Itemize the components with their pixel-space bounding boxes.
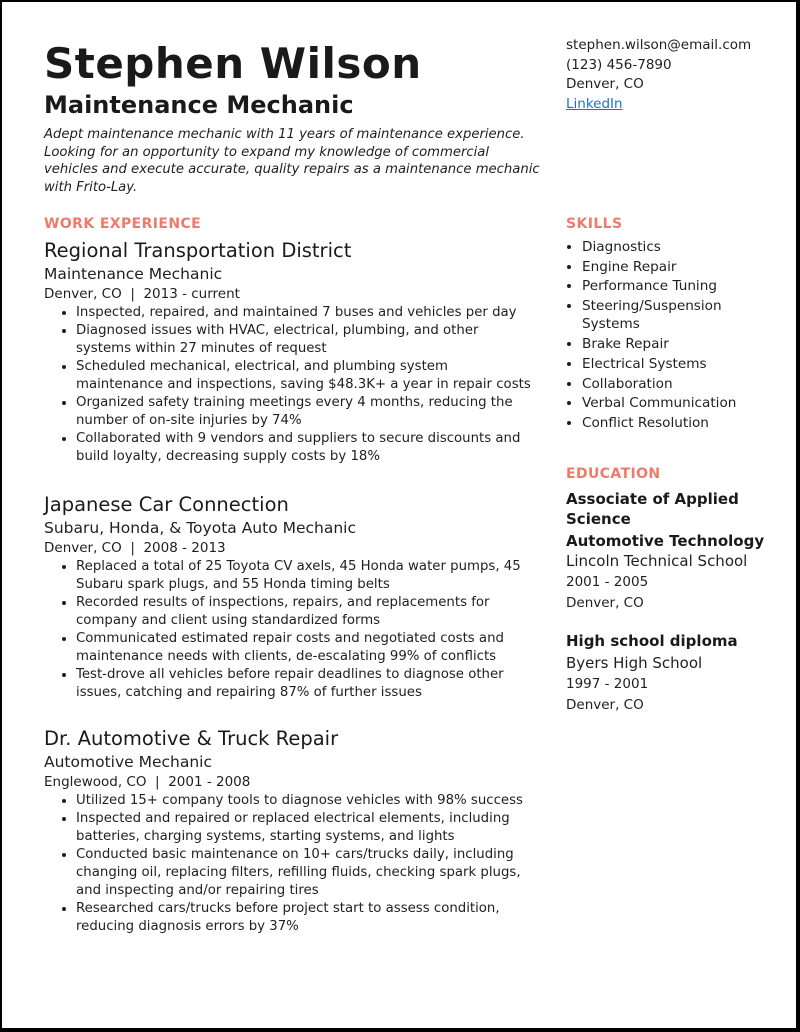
skill-item: • Collaboration xyxy=(582,375,776,395)
school-name: Byers High School xyxy=(566,654,703,672)
bullet: • Communicated estimated repair costs and negotiated costs and maintenance needs with clients, de-escalating 99% of conflicts xyxy=(76,630,534,666)
skill-item: • Brake Repair xyxy=(582,335,776,355)
education-years: 1997 - 2001 xyxy=(566,676,649,692)
education-entry xyxy=(566,631,786,716)
contact-phone: (123) 456-7890 xyxy=(566,56,672,73)
bullet: • Conducted basic maintenance on 10+ cars/trucks daily, including changing oil, replacing filters, refilling fluids, checking spark plugs, and inspecting and/or repairing tires xyxy=(76,846,534,900)
contact-email: stephen.wilson@email.com xyxy=(566,37,752,53)
bullet: • Diagnosed issues with HVAC, electrical, plumbing, and other systems within 27 minutes of request xyxy=(76,322,534,358)
degree: Associate of Applied Science xyxy=(566,490,739,528)
company-name: Dr. Automotive & Truck Repair xyxy=(44,727,339,750)
skill-item: • Diagnostics xyxy=(582,238,776,258)
bullet: • Organized safety training meetings every 4 months, reducing the number of on-site injuries by 74% xyxy=(76,394,534,430)
skill-item: • Electrical Systems xyxy=(582,355,776,375)
candidate-name: Stephen Wilson xyxy=(44,39,422,88)
degree: High school diploma xyxy=(566,632,738,650)
resume-page xyxy=(2,2,796,1028)
bullet: • Inspected, repaired, and maintained 7 buses and vehicles per day xyxy=(76,304,534,322)
linkedin-link[interactable]: LinkedIn xyxy=(566,96,623,113)
contact-block xyxy=(566,36,751,115)
degree-field: Automotive Technology xyxy=(566,532,765,550)
job-meta: Denver, CO | 2008 - 2013 xyxy=(44,540,226,556)
skills-list xyxy=(566,238,776,434)
bullet: • Utilized 15+ company tools to diagnose vehicles with 98% success xyxy=(76,792,534,810)
work-experience-heading: WORK EXPERIENCE xyxy=(44,216,202,232)
job-title: Automotive Mechanic xyxy=(44,753,212,771)
job-entry xyxy=(44,493,534,702)
skill-item: • Engine Repair xyxy=(582,258,776,278)
skills-heading: SKILLS xyxy=(566,216,623,232)
bullet: • Recorded results of inspections, repairs, and replacements for company and client using standardized forms xyxy=(76,594,534,630)
job-bullets xyxy=(44,792,534,936)
contact-location: Denver, CO xyxy=(566,76,644,93)
skill-item: • Steering/Suspension Systems xyxy=(582,298,776,333)
job-meta: Denver, CO | 2013 - current xyxy=(44,286,240,302)
bullet: • Researched cars/trucks before project start to assess condition, reducing diagnosis errors by 37% xyxy=(76,900,534,936)
education-location: Denver, CO xyxy=(566,697,644,713)
education-entry xyxy=(566,489,786,614)
company-name: Japanese Car Connection xyxy=(44,493,289,516)
job-entry xyxy=(44,727,534,936)
company-name: Regional Transportation District xyxy=(44,239,352,262)
skill-item: • Performance Tuning xyxy=(582,277,776,297)
job-title: Subaru, Honda, & Toyota Auto Mechanic xyxy=(44,519,357,537)
skill-item: • Verbal Communication xyxy=(582,394,776,414)
school-name: Lincoln Technical School xyxy=(566,552,748,570)
education-heading: EDUCATION xyxy=(566,466,661,482)
job-title: Maintenance Mechanic xyxy=(44,265,223,283)
bullet: • Test-drove all vehicles before repair deadlines to diagnose other issues, catching and repairing 87% of further issues xyxy=(76,666,534,702)
job-bullets xyxy=(44,558,534,702)
bullet: • Collaborated with 9 vendors and suppliers to secure discounts and build loyalty, decreasing supply costs by 18% xyxy=(76,430,534,466)
bullet: • Replaced a total of 25 Toyota CV axels, 45 Honda water pumps, 45 Subaru spark plugs, and 55 Honda timing belts xyxy=(76,558,534,594)
summary: Adept maintenance mechanic with 11 years of maintenance experience. Looking for an opportunity to expand my knowledge of commercial vehicles and execute accurate, quality repairs as a maintenance mechanic with Frito-Lay. xyxy=(44,127,540,195)
job-meta: Englewood, CO | 2001 - 2008 xyxy=(44,774,251,790)
education-years: 2001 - 2005 xyxy=(566,574,649,590)
job-bullets xyxy=(44,304,534,466)
bullet: • Inspected and repaired or replaced electrical elements, including batteries, charging systems, starting systems, and lights xyxy=(76,810,534,846)
bullet: • Scheduled mechanical, electrical, and plumbing system maintenance and inspections, saving $48.3K+ a year in repair costs xyxy=(76,358,534,394)
candidate-role: Maintenance Mechanic xyxy=(44,91,354,119)
skill-item: • Conflict Resolution xyxy=(582,414,776,434)
education-location: Denver, CO xyxy=(566,595,644,611)
job-entry xyxy=(44,239,534,466)
